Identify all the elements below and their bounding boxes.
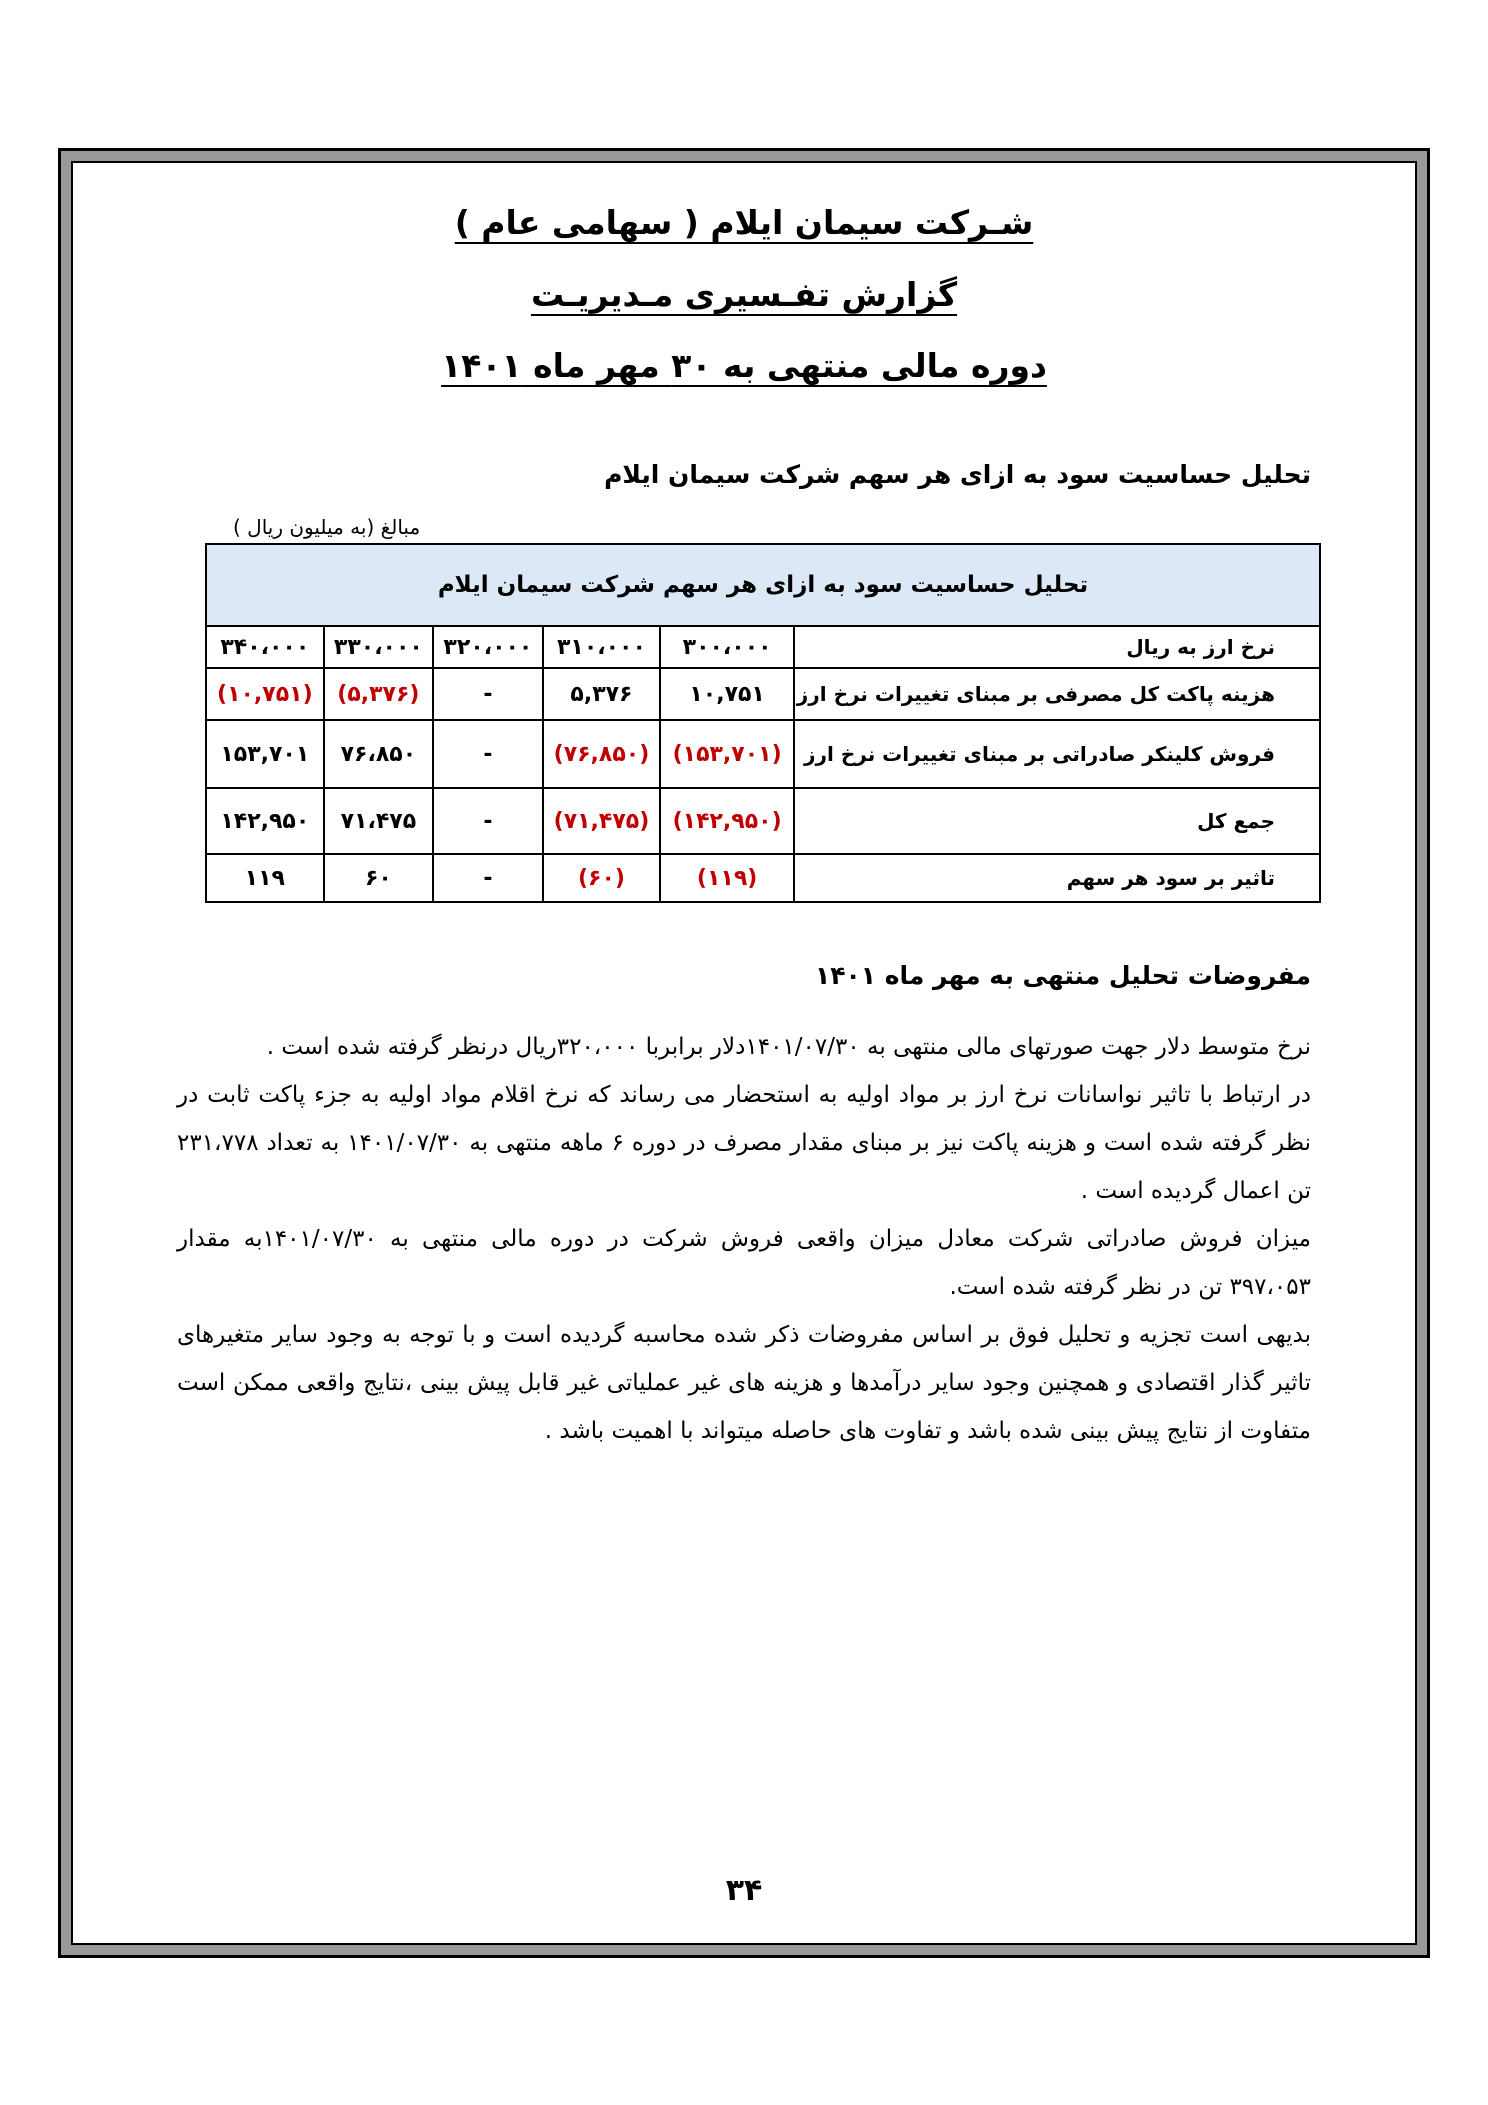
table-title-row [206,544,1320,626]
table-cell: ۱۱۹ [206,854,324,902]
row-label: تاثیر بر سود هر سهم [794,854,1320,902]
assumptions-text [177,1023,1311,1455]
row-label: نرخ ارز به ریال [794,626,1320,668]
paragraph: میزان فروش صادراتی شرکت معادل میزان واقعی فروش شرکت در دوره مالی منتهی به ۱۴۰۱/۰۷/۳۰به مقدار ۳۹۷،۰۵۳ تن در نظر گرفته شده است. [177,1226,1311,1300]
table-cell: ۷۶،۸۵۰ [324,720,434,788]
table-cell: (۶۰) [543,854,661,902]
table-cell: ۱۰,۷۵۱ [660,668,794,720]
assumptions-heading: مفروضات تحلیل منتهی به مهر ماه ۱۴۰۱ [814,961,1311,990]
table-row [206,626,1320,668]
table-cell: ۳۱۰،۰۰۰ [543,626,661,668]
period-title: دوره مالی منتهی به ۳۰ مهر ماه ۱۴۰۱ [441,346,1047,385]
unit-note: مبالغ (به میلیون ریال ) [233,515,421,539]
table-cell: - [433,720,543,788]
table-cell: (۱۰,۷۵۱) [206,668,324,720]
table-cell: ۱۵۳,۷۰۱ [206,720,324,788]
table-cell: ۳۳۰،۰۰۰ [324,626,434,668]
sensitivity-table [205,543,1321,903]
table-cell: - [433,854,543,902]
row-label: فروش کلینکر صادراتی بر مبنای تغییرات نرخ ارز [794,720,1320,788]
table-cell: (۵,۳۷۶) [324,668,434,720]
table-row [206,720,1320,788]
paragraph: بدیهی است تجزیه و تحلیل فوق بر اساس مفروضات ذکر شده محاسبه گردیده است و با توجه به وجود سایر متغیرهای تاثیر گذار اقتصادی و همچنین وجود سایر درآمدها و هزینه های غیر عملیاتی غیر قابل پیش بینی ،نتایج واقعی ممکن است متفاوت از نتایج پیش بینی شده باشد و تفاوت های حاصله میتواند با اهمیت باشد . [177,1322,1311,1444]
paragraph: نرخ متوسط دلار جهت صورتهای مالی منتهی به ۱۴۰۱/۰۷/۳۰دلار برابربا ۳۲۰،۰۰۰ریال درنظر گرفته شده است . [266,1034,1311,1060]
table-row [206,854,1320,902]
sensitivity-heading: تحلیل حساسیت سود به ازای هر سهم شرکت سیمان ایلام [604,460,1311,489]
table-row [206,668,1320,720]
row-label: هزینه پاکت کل مصرفی بر مبنای تغییرات نرخ ارز [794,668,1320,720]
table-title: تحلیل حساسیت سود به ازای هر سهم شرکت سیمان ایلام [206,544,1320,626]
table-cell: ۳۲۰،۰۰۰ [433,626,543,668]
table-cell: ۱۴۲,۹۵۰ [206,788,324,854]
table-cell: (۱۴۲,۹۵۰) [660,788,794,854]
table-cell: ۵,۳۷۶ [543,668,661,720]
company-title: شـرکت سیمان ایلام ( سهامی عام ) [454,203,1034,242]
table-cell: ۳۰۰،۰۰۰ [660,626,794,668]
table-cell: ۷۱،۴۷۵ [324,788,434,854]
report-title: گزارش تفـسیری مـدیریـت [530,275,958,314]
table-cell: ۳۴۰،۰۰۰ [206,626,324,668]
page-inner-frame [71,161,1417,1945]
page-content [73,163,1415,1943]
table-cell: - [433,668,543,720]
table-cell: (۱۱۹) [660,854,794,902]
row-label: جمع کل [794,788,1320,854]
table-cell: ۶۰ [324,854,434,902]
table-row [206,788,1320,854]
table-cell: - [433,788,543,854]
table-cell: (۷۱,۴۷۵) [543,788,661,854]
page-number: ۳۴ [725,1873,763,1908]
paragraph: در ارتباط با تاثیر نواسانات نرخ ارز بر مواد اولیه به استحضار می رساند که نرخ اقلام مواد اولیه به جزء پاکت ثابت در نظر گرفته شده است و هزینه پاکت نیز بر مبنای مقدار مصرف در دوره ۶ ماهه منتهی به ۱۴۰۱/۰۷/۳۰ به تعداد ۲۳۱،۷۷۸ تن اعمال گردیده است . [177,1082,1311,1204]
page-border [58,148,1430,1958]
table-cell: (۷۶,۸۵۰) [543,720,661,788]
table-cell: (۱۵۳,۷۰۱) [660,720,794,788]
